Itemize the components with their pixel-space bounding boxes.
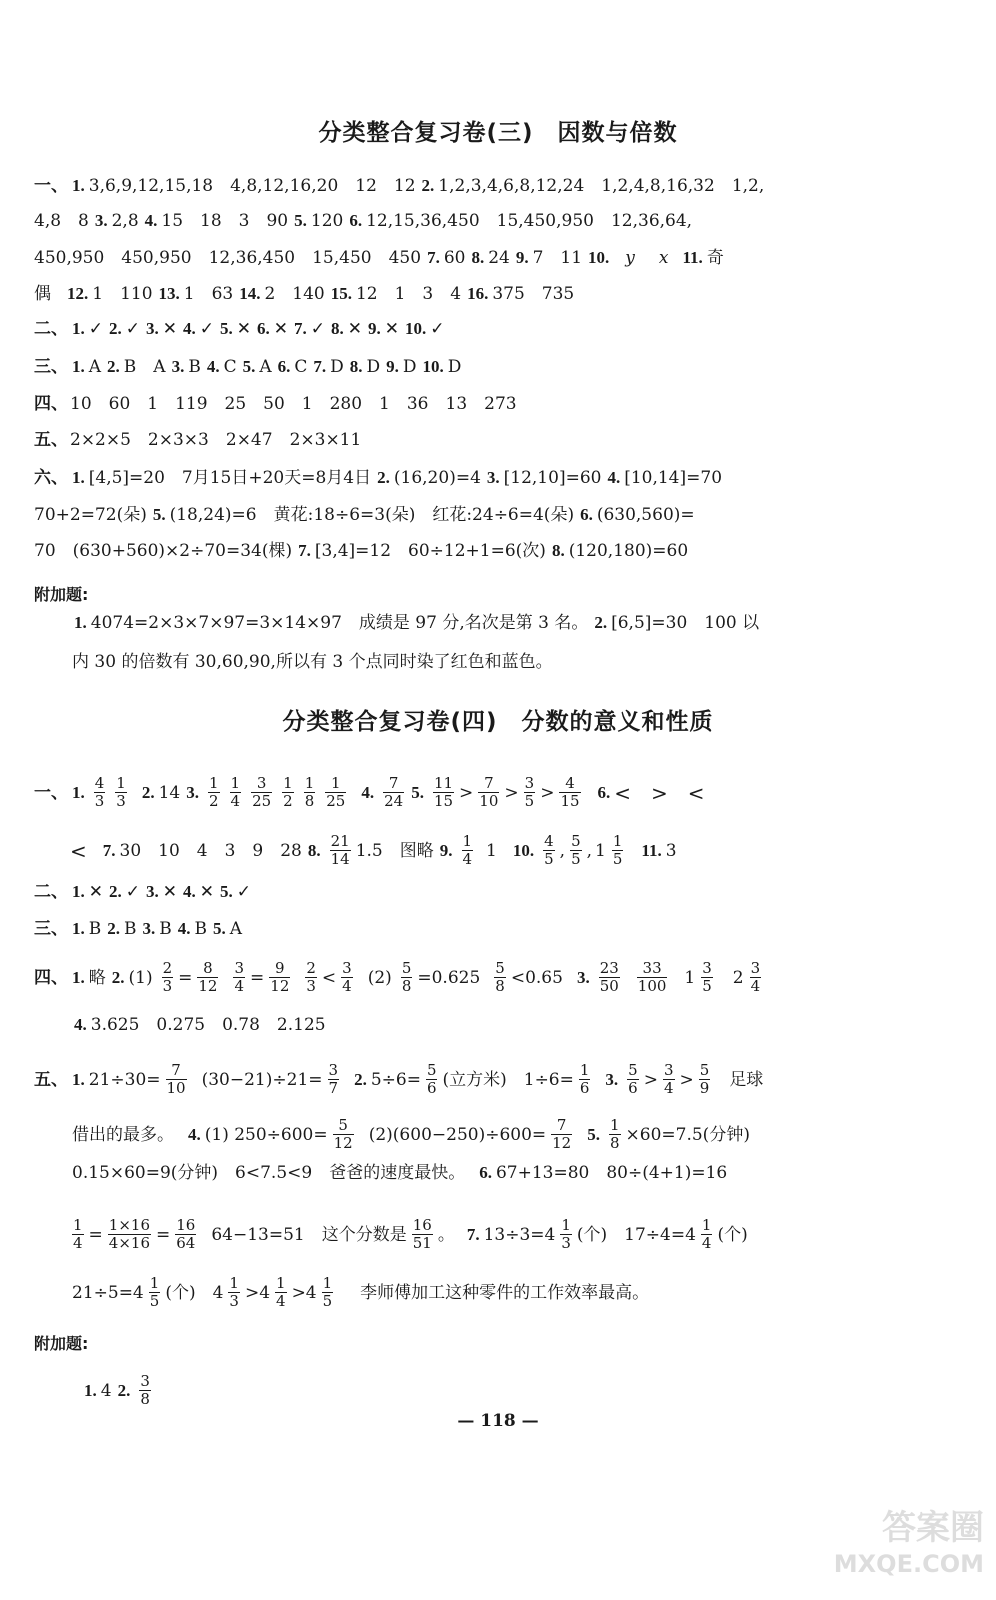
fraction: 11 15 [433, 774, 454, 810]
fraction: 5 8 [495, 959, 505, 995]
fraction: 3 4 [663, 1061, 674, 1097]
fraction: 4 3 [94, 774, 105, 810]
s3-line-10: 70+2=72(朵) 5. (18,24)=6 黄花:18÷6=3(朵) 红花:24÷6=4(朵) 6. (630,560)= [34, 505, 695, 525]
fraction: 3 25 [252, 774, 272, 810]
fraction: 1 4 [462, 832, 473, 868]
mixed-number: 1 3 5 [684, 959, 712, 995]
s4-line-9: 0.15×60=9(分钟) 6<7.5<9 爸爸的速度最快。 6. 67+13=80 80÷(4+1)=16 [72, 1163, 728, 1183]
section-title-4: 分类整合复习卷(四) 分数的意义和性质 [282, 709, 714, 735]
s3-line-5: 二、 1. ✓ 2. ✓ 3. ✕ 4. ✓ 5. ✕ 6. ✕ 7. ✓ 8. ✕ 9. ✕ 10. ✓ [34, 319, 445, 339]
fraction: $\frac{8}{12}$ [198, 959, 218, 995]
s4-line-4: 三、 1. B 2. B 3. B 4. B 5. A [34, 919, 243, 939]
fraction: 1 5 [149, 1274, 160, 1310]
fraction: 1 3 [561, 1216, 571, 1252]
s4-line-6: 4. 3.625 0.275 0.78 2.125 [74, 1015, 326, 1035]
fraction: $\frac{16}{64}$ [176, 1216, 196, 1252]
s4-line-3: 二、 1. ✕ 2. ✓ 3. ✕ 4. ✕ 5. ✓ [34, 882, 251, 902]
s4-line-2: < 7. 30 10 4 3 9 28 8. 21 14 1.5 图略 9. 1 4 1 10. 4 5 , 5 5 , 1 1 5 11. 3 [70, 832, 677, 868]
fraction: 5 6 [628, 1061, 638, 1097]
fraction: $\frac{3}{7}$ [328, 1061, 339, 1097]
fraction: $\frac{1\times 16}{4\times 16}$ [108, 1216, 150, 1252]
s3-line-6: 三、 1. A 2. B A 3. B 4. C 5. A 6. C 7. D 8. D 9. D 10. D [34, 357, 462, 377]
fraction: 21 14 [330, 832, 350, 868]
fraction: 7 10 [479, 774, 499, 810]
fraction: 1 3 [116, 774, 126, 810]
fraction: 1 8 [304, 774, 315, 810]
s4-line-10: $\frac{1}{4}$ = $\frac{1\times 16}{4\times 16}$ = $\frac{16}{64}$ 64−13=51 这个分数是 16 51 。 7. 13÷3=4 1 3 (个) 17÷4=4 1 4 (个) [73, 1216, 748, 1252]
fraction: 16 51 [412, 1216, 432, 1252]
s3-line-3: 450,950 450,950 12,36,450 15,450 450 7. 60 8. 24 9. 7 11 10. y x 11. 奇 [34, 248, 724, 268]
fraction: 2 3 [306, 959, 316, 995]
fraction: $\frac{1}{6}$ [579, 1061, 590, 1097]
s3-line-2: 4,8 8 3. 2,8 4. 15 18 3 90 5. 120 6. 12,15,36,450 15,450,950 12,36,64, [34, 211, 693, 231]
fraction: 1 25 [326, 774, 346, 810]
s4-line-7: 五、 1. 21÷30= $\frac{7}{10}$ (30−21)÷21= $\frac{3}{7}$ 2. 5÷6= $\frac{5}{6}$ (立方米) 1÷6= $\frac{1}{6}$ 3. 5 6 > 3 4 > 5 9 足球 [34, 1061, 764, 1097]
s3-line-9: 六、 1. [4,5]=20 7月15日+20天=8月4日 2. (16,20)=4 3. [12,10]=60 4. [10,14]=70 [34, 468, 723, 488]
s4-line-11: 21÷5=4 1 5 (个) 4 1 3 >4 1 4 >4 1 5 李师傅加工这种零件的工作效率最高。 [72, 1274, 650, 1310]
fraction: 23 50 [599, 959, 619, 995]
fraction: $\frac{1}{4}$ [73, 1216, 83, 1252]
s4-line-5: 四、 1. 略 2. (1) $\frac{2}{3}$ = $\frac{8}{12}$ $\frac{3}{4}$ = $\frac{9}{12}$ 2 3 < 3 4 (2) $\frac{5}{8}$ =0.625 5 8 <0.65 3. 23 50 33 100 1 3 5 2 3 4 [34, 960, 769, 995]
s3-line-11: 70 (630+560)×2÷70=34(棵) 7. [3,4]=12 60÷12+1=6(次) 8. (120,180)=60 [34, 541, 689, 561]
fraction: 3 8 [140, 1372, 150, 1408]
s3-line-7: 四、 10 60 1 119 25 50 1 280 1 36 13 273 [34, 394, 517, 414]
section-title-3: 分类整合复习卷(三) 因数与倍数 [318, 120, 678, 146]
fraction: $\frac{1}{8}$ [609, 1116, 620, 1152]
extra-questions-heading-4: 附加题: [34, 1334, 89, 1353]
fraction: 1 4 [276, 1274, 286, 1310]
fraction: 4 5 [544, 832, 554, 868]
fraction: 1 3 [229, 1274, 239, 1310]
s3-line-12: 1. 4074=2×3×7×97=3×14×97 成绩是 97 分,名次是第 3 名。 2. [6,5]=30 100 以 [74, 613, 760, 633]
fraction: 5 9 [699, 1061, 710, 1097]
watermark-logo: 答案圈 MXQE.COM [833, 1508, 984, 1578]
fraction: $\frac{2}{3}$ [162, 959, 173, 995]
fraction: 5 5 [571, 832, 581, 868]
extra-questions-heading-3: 附加题: [34, 585, 89, 604]
fraction: $\frac{5}{12}$ [333, 1116, 353, 1152]
fraction: $\frac{7}{10}$ [166, 1061, 186, 1097]
fraction: $\frac{7}{12}$ [552, 1116, 572, 1152]
fraction: $\frac{9}{12}$ [270, 959, 290, 995]
s3-line-13: 内 30 的倍数有 30,60,90,所以有 3 个点同时染了红色和蓝色。 [72, 652, 553, 672]
fraction: 1 5 [322, 1274, 333, 1310]
fraction: 3 4 [342, 959, 352, 995]
s4-line-1: 一、 1. 4 3 1 3 2. 14 3. 1 2 1 4 3 25 1 2 1 8 1 25 4. 7 24 5. 11 15 > 7 10 > 3 5 > 4 15 6. < > < [34, 774, 705, 810]
s3-line-8: 五、 2×2×5 2×3×3 2×47 2×3×11 [34, 430, 362, 450]
fraction: 1 2 [208, 774, 219, 810]
fraction: 1 4 [701, 1216, 712, 1252]
fraction: 7 24 [384, 774, 404, 810]
fraction: 1 4 [230, 774, 241, 810]
fraction: 3 5 [524, 774, 535, 810]
page-number: — 118 — [457, 1411, 539, 1431]
s4-line-12: 1. 4 2. 3 8 [84, 1372, 150, 1408]
fraction: 4 15 [560, 774, 580, 810]
s3-line-1: 一、 1. 3,6,9,12,15,18 4,8,12,16,20 12 12 2. 1,2,3,4,6,8,12,24 1,2,4,8,16,32 1,2, [34, 176, 765, 196]
mixed-number: 1 1 5 [595, 832, 623, 868]
fraction: 1 2 [283, 774, 293, 810]
mixed-number: 2 3 4 [732, 959, 761, 995]
fraction: $\frac{3}{4}$ [234, 959, 245, 995]
fraction: 33 100 [637, 959, 667, 995]
s3-line-4: 偶 12. 1 110 13. 1 63 14. 2 140 15. 12 1 3 4 16. 375 735 [34, 284, 575, 304]
fraction: $\frac{5}{6}$ [426, 1061, 437, 1097]
s4-line-8: 借出的最多。 4. (1) 250÷600= $\frac{5}{12}$ (2)(600−250)÷600= $\frac{7}{12}$ 5. $\frac{1}{8}$ ×60=7.5(分钟) [72, 1116, 750, 1152]
fraction: $\frac{5}{8}$ [401, 959, 412, 995]
